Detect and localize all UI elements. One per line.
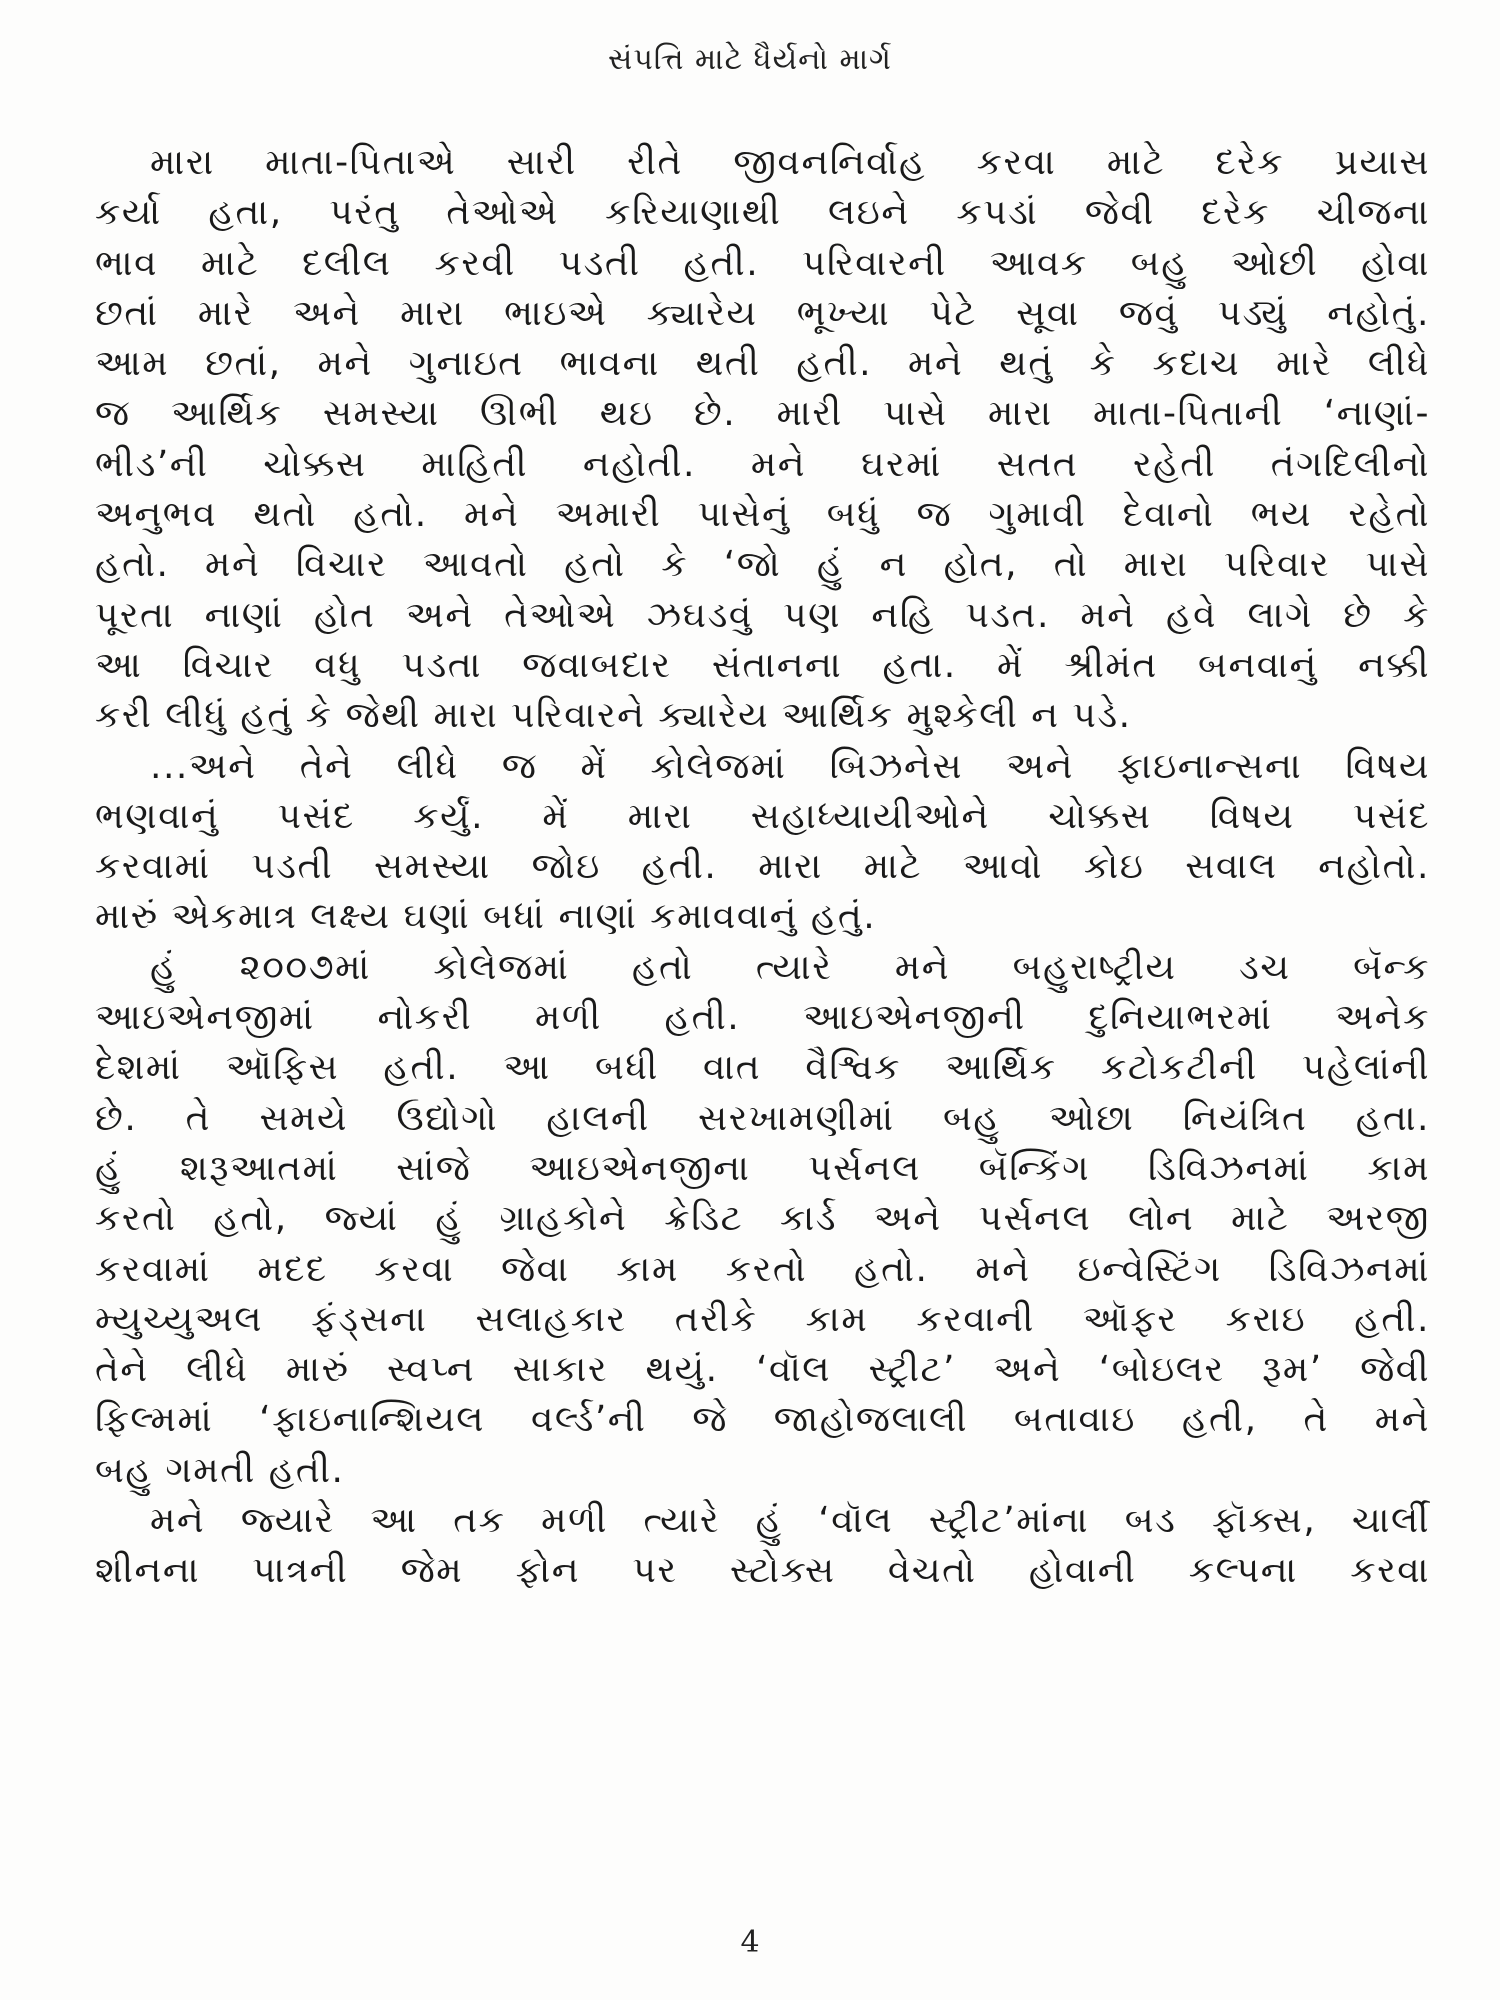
text-line: ...અને તેને લીધે જ મેં કોલેજમાં બિઝનેસ અને ફાઇનાન્સના વિષય <box>150 745 1430 787</box>
text-line: ભાવ માટે દલીલ કરવી પડતી હતી. પરિવારની આવક બહુ ઓછી હોવા <box>95 242 1430 284</box>
text-line: ભણવાનું પસંદ કર્યું. મેં મારા સહાધ્યાયીઓને ચોક્કસ વિષય પસંદ <box>95 795 1430 837</box>
text-line: છતાં મારે અને મારા ભાઇએ ક્યારેય ભૂખ્યા પેટે સૂવા જવું પડ્યું નહોતું. <box>95 292 1430 334</box>
text-line: આ વિચાર વધુ પડતા જવાબદાર સંતાનના હતા. મેં શ્રીમંત બનવાનું નક્કી <box>95 644 1430 686</box>
text-line: કરવામાં પડતી સમસ્યા જોઇ હતી. મારા માટે આવો કોઇ સવાલ નહોતો. <box>95 846 1430 888</box>
text-line: હું શરૂઆતમાં સાંજે આઇએનજીના પર્સનલ બૅન્કિંગ ડિવિઝનમાં કામ <box>95 1147 1430 1189</box>
text-line: કરી લીધું હતું કે જેથી મારા પરિવારને ક્યારેય આર્થિક મુશ્કેલી ન પડે. <box>95 695 1132 737</box>
text-line: અનુભવ થતો હતો. મને અમારી પાસેનું બધું જ ગુમાવી દેવાનો ભય રહેતો <box>95 494 1430 536</box>
text-line: તેને લીધે મારું સ્વપ્ન સાકાર થયું. ‘વૉલ સ્ટ્રીટ’ અને ‘બોઇલર રૂમ’ જેવી <box>95 1349 1430 1391</box>
text-line: મ્યુચ્યુઅલ ફંડ્સના સલાહકાર તરીકે કામ કરવાની ઑફર કરાઇ હતી. <box>95 1298 1430 1340</box>
body-text <box>95 138 1430 1597</box>
text-line: શીનના પાત્રની જેમ ફોન પર સ્ટોક્સ વેચતો હોવાની કલ્પના કરવા <box>95 1550 1430 1592</box>
text-line: હતો. મને વિચાર આવતો હતો કે ‘જો હું ન હોત, તો મારા પરિવાર પાસે <box>95 544 1430 586</box>
text-line: કરવામાં મદદ કરવા જેવા કામ કરતો હતો. મને ઇન્વેસ્ટિંગ ડિવિઝનમાં <box>95 1248 1430 1290</box>
text-line: કર્યા હતા, પરંતુ તેઓએ કરિયાણાથી લઇને કપડાં જેવી દરેક ચીજના <box>95 192 1430 234</box>
text-line: છે. તે સમયે ઉદ્યોગો હાલની સરખામણીમાં બહુ ઓછા નિયંત્રિત હતા. <box>95 1097 1430 1139</box>
text-line: જ આર્થિક સમસ્યા ઊભી થઇ છે. મારી પાસે મારા માતા-પિતાની ‘નાણાં- <box>95 393 1430 435</box>
text-line: ભીડ’ની ચોક્કસ માહિતી નહોતી. મને ઘરમાં સતત રહેતી તંગદિલીનો <box>95 443 1430 485</box>
running-title: સંપત્તિ માટે ધૈર્યનો માર્ગ <box>608 42 892 77</box>
text-line: મારું એકમાત્ર લક્ષ્ય ઘણાં બધાં નાણાં કમાવવાનું હતું. <box>95 896 877 938</box>
text-line: હું ૨૦૦૭માં કોલેજમાં હતો ત્યારે મને બહુરાષ્ટ્રીય ડચ બૅન્ક <box>150 946 1430 988</box>
text-line: મારા માતા-પિતાએ સારી રીતે જીવનનિર્વાહ કરવા માટે દરેક પ્રયાસ <box>150 142 1430 183</box>
text-line: કરતો હતો, જ્યાં હું ગ્રાહકોને ક્રેડિટ કાર્ડ અને પર્સનલ લોન માટે અરજી <box>95 1198 1430 1240</box>
text-line: મને જ્યારે આ તક મળી ત્યારે હું ‘વૉલ સ્ટ્રીટ’માંના બડ ફૉક્સ, ચાર્લી <box>150 1500 1430 1542</box>
text-line: આઇએનજીમાં નોકરી મળી હતી. આઇએનજીની દુનિયાભરમાં અનેક <box>95 997 1430 1039</box>
text-line: બહુ ગમતી હતી. <box>95 1449 345 1491</box>
text-line: પૂરતા નાણાં હોત અને તેઓએ ઝઘડવું પણ નહિ પડત. મને હવે લાગે છે કે <box>95 594 1430 636</box>
text-line: દેશમાં ઑફિસ હતી. આ બધી વાત વૈશ્વિક આર્થિક કટોકટીની પહેલાંની <box>95 1047 1430 1089</box>
text-line: ફિલ્મમાં ‘ફાઇનાન્શિયલ વર્લ્ડ’ની જે જાહોજલાલી બતાવાઇ હતી, તે મને <box>95 1399 1430 1441</box>
text-line: આમ છતાં, મને ગુનાઇત ભાવના થતી હતી. મને થતું કે કદાચ મારે લીધે <box>95 343 1430 385</box>
page-number: 4 <box>740 1925 760 1960</box>
